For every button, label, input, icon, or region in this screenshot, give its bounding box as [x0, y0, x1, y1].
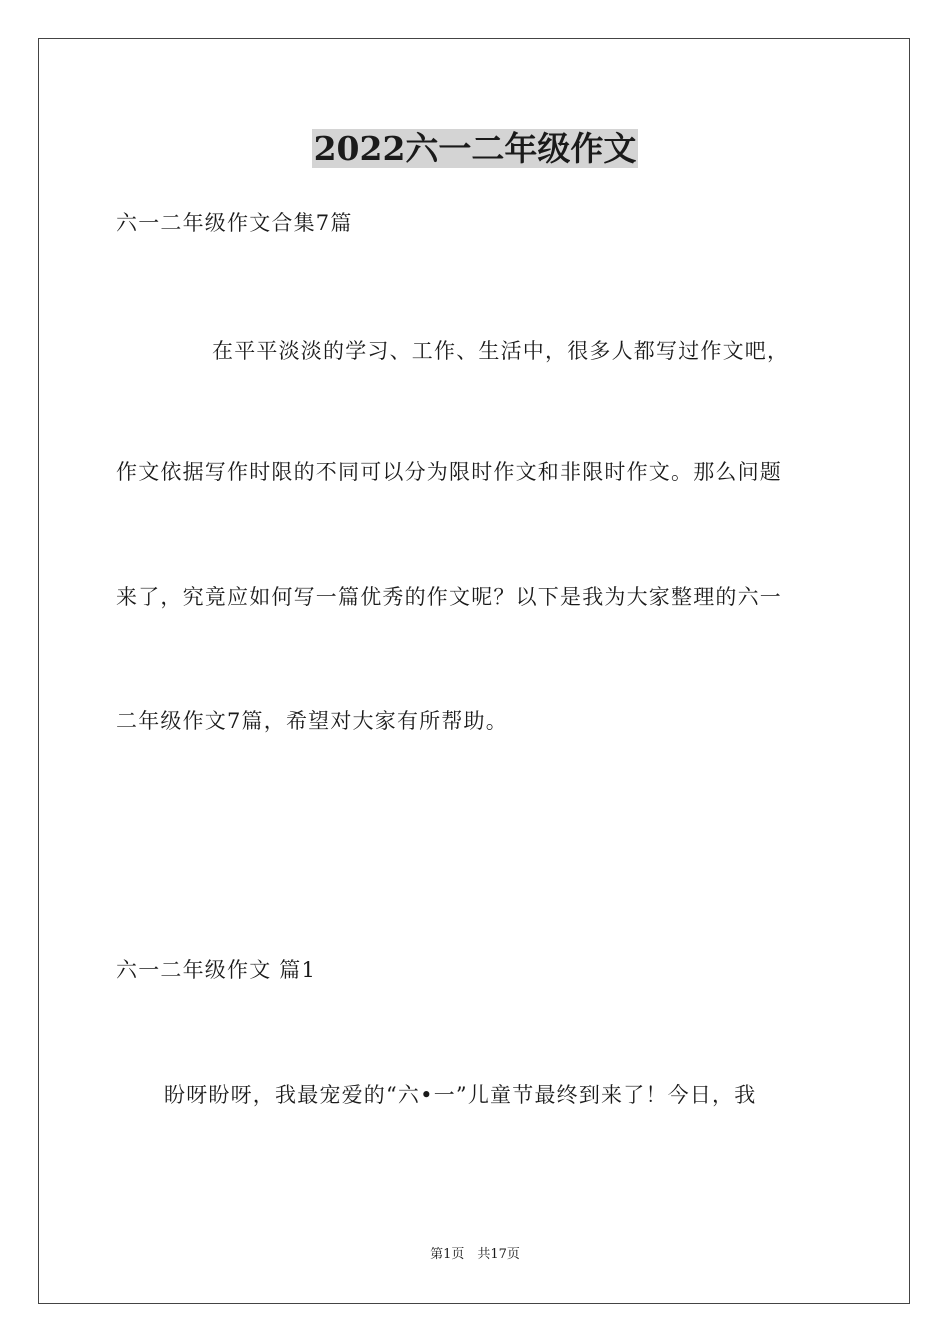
intro-line: 来了，究竟应如何写一篇优秀的作文呢？以下是我为大家整理的六一	[116, 585, 782, 609]
title-text: 2022六一二年级作文	[313, 129, 637, 168]
intro-line: 二年级作文7篇，希望对大家有所帮助。	[116, 709, 508, 733]
section-line: 盼呀盼呀，我最宠爱的“六•一”儿童节最终到来了！今日，我	[164, 1083, 757, 1107]
page-number: 第1页 共17页	[430, 1247, 520, 1262]
intro-line: 作文依据写作时限的不同可以分为限时作文和非限时作文。那么问题	[116, 460, 782, 484]
subtitle: 六一二年级作文合集7篇	[116, 211, 353, 235]
section-heading: 六一二年级作文 篇1	[116, 958, 317, 982]
document-title	[0, 125, 950, 173]
intro-line: 在平平淡淡的学习、工作、生活中，很多人都写过作文吧，	[212, 339, 790, 363]
